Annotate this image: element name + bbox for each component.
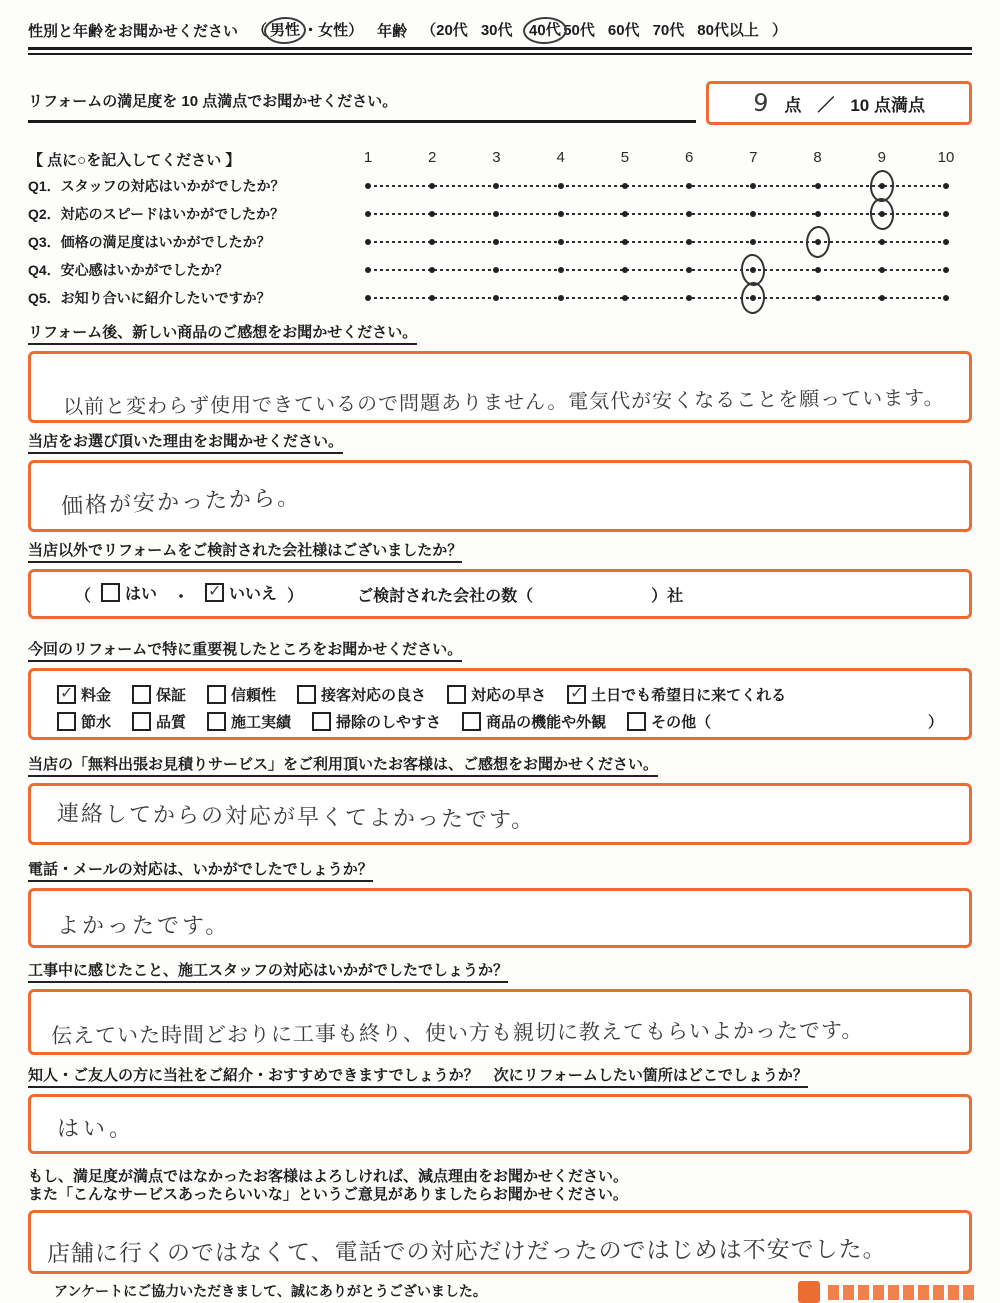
- rating-dot[interactable]: [622, 295, 628, 301]
- satisfaction-question: リフォームの満足度を 10 点満点でお聞かせください。: [28, 90, 696, 123]
- gender-age-row: [28, 19, 972, 42]
- rating-dot[interactable]: [558, 267, 564, 273]
- satisfaction-row: [28, 81, 972, 125]
- rating-dot[interactable]: [365, 239, 371, 245]
- score-max-label: 10 点満点: [850, 95, 925, 115]
- deduction-question-line1: もし、満足度が満点ではなかったお客様はよろしければ、減点理由をお聞かせください。: [28, 1168, 629, 1185]
- age-option[interactable]: 40代: [522, 16, 567, 45]
- priority-option: [627, 711, 711, 732]
- rating-dot[interactable]: [365, 211, 371, 217]
- priority-option: [567, 684, 786, 705]
- rating-question-label: Q3．価格の満足度はいかがでしたか？: [28, 234, 271, 250]
- paren-close: ）: [287, 587, 304, 605]
- priority-option: [447, 684, 546, 705]
- rating-dot[interactable]: [558, 183, 564, 189]
- score-box[interactable]: [706, 81, 972, 125]
- rating-dot[interactable]: [558, 239, 564, 245]
- company-option: [101, 581, 157, 604]
- rating-track: [368, 172, 946, 200]
- priorities-row-1: [57, 681, 943, 708]
- rating-row: [28, 228, 972, 256]
- gender-option[interactable]: 男性: [264, 16, 307, 44]
- priority-checkbox[interactable]: [297, 685, 316, 704]
- company-option-label: はい: [125, 586, 158, 603]
- other-company-question: 当店以外でリフォームをご検討された会社様はございましたか？: [28, 542, 462, 563]
- priority-checkbox[interactable]: [57, 712, 76, 731]
- scale-tick-label: 4: [556, 149, 565, 166]
- rating-dot[interactable]: [686, 295, 692, 301]
- rating-dot[interactable]: [686, 211, 692, 217]
- answer-box-referral[interactable]: [28, 1094, 972, 1154]
- scale-tick-label: 2: [428, 149, 437, 166]
- rating-dot[interactable]: [558, 211, 564, 217]
- handwritten-answer-impression: 以前と変わらず使用できているので問題ありません。電気代が安くなることを願っています。: [62, 385, 945, 419]
- priorities-question: 今回のリフォームで特に重要視したところをお聞かせください。: [28, 641, 462, 662]
- rating-dotted-line: [368, 241, 946, 243]
- paren-close: ）: [771, 22, 787, 39]
- gender-age-question: 性別と年齢をお聞かせください: [28, 23, 239, 40]
- construction-question: 工事中に感じたこと、施工スタッフの対応はいかがでしたでしょうか？: [28, 962, 508, 983]
- score-slash: ／: [817, 95, 835, 115]
- rating-dotted-line: [368, 269, 946, 271]
- footer-thanks: アンケートにご協力いただきまして、誠にありがとうございました。: [54, 1283, 487, 1299]
- rating-question-label: Q5．お知り合いに紹介したいですか？: [28, 290, 271, 306]
- answer-box-impression[interactable]: [28, 351, 972, 423]
- rating-dot[interactable]: [879, 239, 885, 245]
- priority-option: [207, 684, 276, 705]
- priority-checkbox[interactable]: [57, 685, 76, 704]
- rating-dot[interactable]: [686, 267, 692, 273]
- rating-dot[interactable]: [558, 295, 564, 301]
- checkbox-no[interactable]: [205, 583, 224, 602]
- company-options: [101, 581, 277, 607]
- company-option-separator: ・: [173, 589, 190, 606]
- paren-close: ）: [348, 22, 364, 39]
- rating-dot[interactable]: [429, 211, 435, 217]
- priority-label: 料金: [81, 687, 112, 704]
- age-option[interactable]: 30代: [480, 22, 513, 39]
- rating-dot[interactable]: [943, 183, 949, 189]
- section-phone-mail: [28, 861, 972, 882]
- age-option[interactable]: 20代: [436, 22, 468, 39]
- reason-question: 当店をお選び頂いた理由をお聞かせください。: [28, 433, 343, 454]
- rating-row: [28, 284, 972, 312]
- gender-separator: ・: [303, 22, 319, 39]
- rating-dot[interactable]: [493, 239, 499, 245]
- rating-selected-circle: [804, 225, 830, 259]
- rating-dot[interactable]: [879, 295, 885, 301]
- scale-ticks: [363, 149, 955, 169]
- rating-dot[interactable]: [943, 211, 949, 217]
- scale-tick-label: 5: [620, 149, 630, 166]
- scale-tick-label: 10: [937, 149, 955, 166]
- rating-dot[interactable]: [429, 267, 435, 273]
- footer: [28, 1281, 972, 1303]
- rating-question-label: Q1．スタッフの対応はいかがでしたか？: [28, 178, 285, 194]
- paren-open: （: [75, 587, 92, 605]
- section-estimate-service: [28, 756, 972, 777]
- handwritten-answer-construction: 伝えていた時間どおりに工事も終り、使い方も親切に教えてもらいよかったです。: [50, 1018, 864, 1048]
- rating-dot[interactable]: [622, 239, 628, 245]
- age-option[interactable]: 60代: [607, 22, 640, 39]
- rating-track: [368, 256, 946, 284]
- rating-track: [368, 284, 946, 312]
- rating-dot[interactable]: [750, 239, 756, 245]
- rating-dot[interactable]: [815, 183, 821, 189]
- priority-label: 掃除のしやすさ: [336, 714, 442, 731]
- footer-accent-group: [798, 1281, 978, 1303]
- answer-box-deduction[interactable]: [28, 1210, 972, 1274]
- rating-dotted-line: [368, 185, 946, 187]
- priority-checkbox[interactable]: [132, 685, 151, 704]
- company-option-label: いいえ: [229, 586, 278, 603]
- handwritten-answer-deduction: 店舗に行くのではなくて、電話での対応だけだったのではじめは不安でした。: [46, 1236, 887, 1268]
- section-referral: [28, 1067, 972, 1088]
- priority-option: [132, 684, 186, 705]
- answer-box-priorities: [28, 668, 972, 740]
- rating-dot[interactable]: [493, 267, 499, 273]
- rating-dot[interactable]: [750, 183, 756, 189]
- rating-dot[interactable]: [815, 211, 821, 217]
- scale-tick-label: 6: [684, 149, 694, 166]
- rating-dot[interactable]: [493, 183, 499, 189]
- rating-track: [368, 228, 946, 256]
- priority-option: [57, 711, 111, 732]
- section-priorities: [28, 641, 972, 662]
- rating-dot[interactable]: [686, 239, 692, 245]
- age-option[interactable]: 50代: [563, 22, 595, 39]
- rating-row: [28, 256, 972, 284]
- priority-checkbox[interactable]: [462, 712, 481, 731]
- rating-dot[interactable]: [429, 239, 435, 245]
- rating-dot[interactable]: [493, 295, 499, 301]
- rating-dotted-line: [368, 213, 946, 215]
- age-option[interactable]: 70代: [652, 22, 685, 39]
- answer-box-reason[interactable]: [28, 460, 972, 532]
- footer-orange-text-strip: [828, 1285, 978, 1300]
- priority-label: その他（: [651, 714, 712, 731]
- priorities-row-2: [57, 708, 943, 735]
- priority-checkbox[interactable]: [567, 685, 586, 704]
- answer-box-construction[interactable]: [28, 989, 972, 1055]
- company-count-label: ご検討された会社の数（: [357, 587, 534, 605]
- priority-option: [312, 711, 441, 732]
- priority-label: 信頼性: [231, 687, 277, 704]
- rating-dot[interactable]: [429, 183, 435, 189]
- rating-dot[interactable]: [686, 183, 692, 189]
- priority-checkbox[interactable]: [132, 712, 151, 731]
- section-deduction: [28, 1168, 972, 1204]
- scale-tick-label: 8: [813, 149, 822, 166]
- rating-track: [368, 200, 946, 228]
- priority-label: 施工実績: [231, 714, 292, 731]
- gender-options: [252, 19, 363, 42]
- rating-row: [28, 172, 972, 200]
- priority-option: [207, 711, 291, 732]
- handwritten-answer-estimate: 連絡してからの対応が早くてよかったです。: [56, 801, 536, 834]
- priority-option: [57, 684, 111, 705]
- scale-tick-label: 7: [749, 149, 758, 166]
- rating-dot[interactable]: [879, 267, 885, 273]
- footer-orange-square-icon: [798, 1281, 820, 1303]
- handwritten-answer-phone: よかったです。: [57, 914, 231, 939]
- score-unit: 点: [784, 95, 802, 115]
- rating-dot[interactable]: [493, 211, 499, 217]
- priority-checkbox[interactable]: [207, 685, 226, 704]
- priority-label: 対応の早さ: [471, 687, 547, 704]
- scale-tick-label: 1: [363, 149, 373, 166]
- priority-option: [132, 711, 186, 732]
- rating-dot[interactable]: [943, 239, 949, 245]
- rating-dot[interactable]: [622, 183, 628, 189]
- handwritten-score: 9: [751, 88, 770, 118]
- priority-checkbox[interactable]: [312, 712, 331, 731]
- priority-trailing-paren: ）: [927, 714, 943, 731]
- rating-selected-circle: [740, 281, 766, 315]
- rating-dot[interactable]: [815, 267, 821, 273]
- deduction-question-line2: また「こんなサービスあったらいいな」というご意見がありましたらお聞かせください。: [28, 1186, 628, 1203]
- rating-question-label: Q2．対応のスピードはいかがでしたか？: [28, 206, 285, 222]
- handwritten-answer-reason: 価格が安かったから。: [60, 485, 302, 520]
- priority-label: 節水: [81, 714, 112, 731]
- impression-question: リフォーム後、新しい商品のご感想をお聞かせください。: [28, 324, 417, 345]
- age-label: 年齢: [377, 23, 408, 40]
- priority-checkbox[interactable]: [447, 685, 466, 704]
- checkbox-yes[interactable]: [101, 583, 120, 602]
- age-options: [421, 19, 787, 42]
- company-option: [205, 581, 277, 604]
- gender-option[interactable]: 女性: [318, 22, 349, 39]
- rating-dot[interactable]: [815, 295, 821, 301]
- section-construction: [28, 962, 972, 983]
- priority-option: [462, 711, 606, 732]
- rating-dot[interactable]: [943, 267, 949, 273]
- priority-option: [297, 684, 426, 705]
- age-option[interactable]: 80代以上: [697, 22, 759, 39]
- rating-dot[interactable]: [622, 211, 628, 217]
- rating-dot[interactable]: [365, 183, 371, 189]
- header-divider: [28, 47, 972, 55]
- rating-dot[interactable]: [943, 295, 949, 301]
- section-impression: [28, 324, 972, 345]
- section-other-company: [28, 542, 972, 563]
- paren-open: （: [421, 22, 437, 39]
- paren-open: （: [252, 22, 268, 39]
- rating-selected-circle: [868, 197, 895, 231]
- handwritten-answer-referral: はい。: [57, 1117, 136, 1142]
- rating-rows: [28, 172, 972, 312]
- rating-dotted-line: [368, 297, 946, 299]
- priority-label: 土日でも希望日に来てくれる: [591, 687, 787, 704]
- priority-label: 接客対応の良さ: [321, 687, 427, 704]
- rating-dot[interactable]: [622, 267, 628, 273]
- scale-header-row: [28, 149, 972, 169]
- rating-question-label: Q4．安心感はいかがでしたか？: [28, 262, 229, 278]
- rating-dot[interactable]: [429, 295, 435, 301]
- answer-box-estimate-service[interactable]: [28, 783, 972, 845]
- answer-box-phone-mail[interactable]: [28, 888, 972, 948]
- company-count-suffix: ）社: [651, 587, 684, 605]
- survey-form: [0, 19, 1000, 1303]
- rating-dot[interactable]: [365, 295, 371, 301]
- priority-label: 品質: [156, 714, 187, 731]
- scale-tick-label: 3: [492, 149, 501, 166]
- referral-question: 知人・ご友人の方に当社をご紹介・おすすめできますでしょうか？ 次にリフォームしたい箇所はどこでしょうか？: [28, 1067, 808, 1088]
- estimate-service-question: 当店の「無料出張お見積りサービス」をご利用頂いたお客様は、ご感想をお聞かせください。: [28, 756, 658, 777]
- scale-instruction: 【 点に○を記入してください 】: [28, 151, 241, 169]
- rating-dot[interactable]: [750, 211, 756, 217]
- phone-mail-question: 電話・メールの対応は、いかがでしたでしょうか？: [28, 861, 373, 882]
- rating-dot[interactable]: [365, 267, 371, 273]
- scale-tick-label: 9: [877, 149, 886, 166]
- section-reason: [28, 433, 972, 454]
- priority-label: 商品の機能や外観: [486, 714, 607, 731]
- priority-label: 保証: [156, 687, 187, 704]
- priority-checkbox[interactable]: [207, 712, 226, 731]
- answer-box-other-company: [28, 569, 972, 619]
- priority-checkbox[interactable]: [627, 712, 646, 731]
- rating-row: [28, 200, 972, 228]
